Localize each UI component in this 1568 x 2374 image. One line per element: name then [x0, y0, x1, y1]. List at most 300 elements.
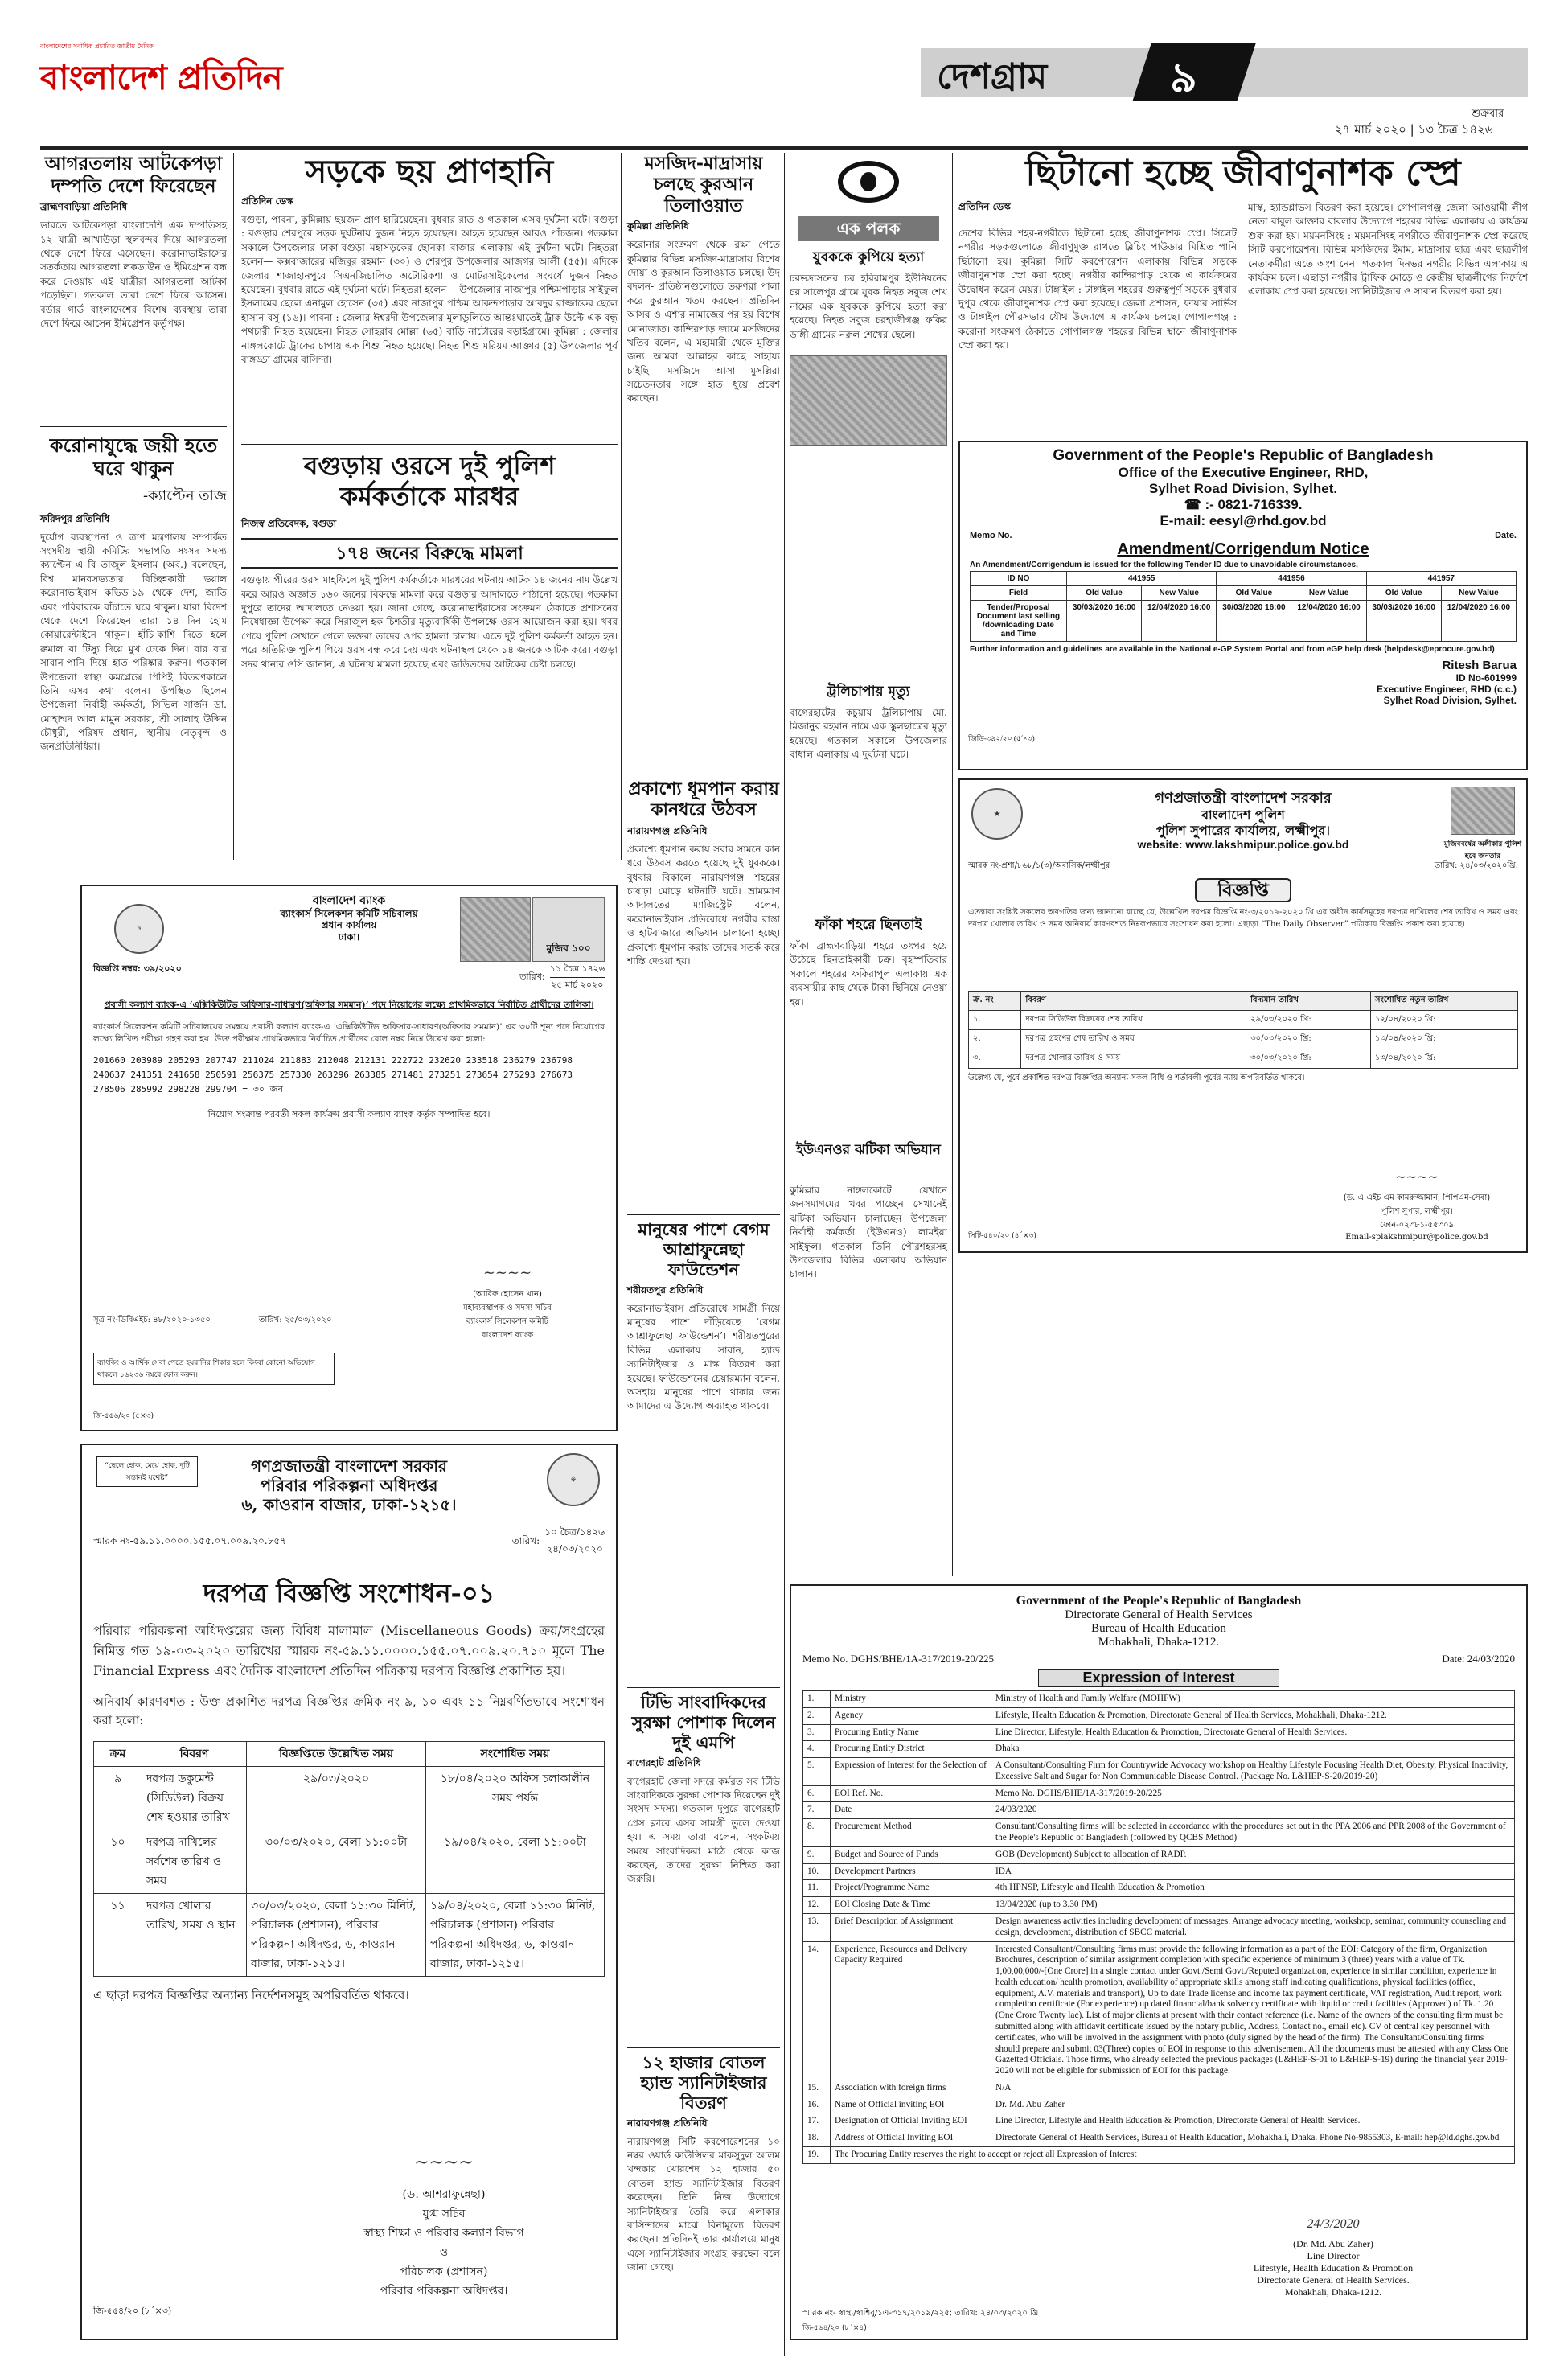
bank-line2: ব্যাংকার্স সিলেকশন কমিটি সচিবালয় [280, 907, 418, 919]
mujib-portrait [460, 897, 531, 962]
row-value: Dhaka [991, 1741, 1515, 1758]
col3-smoking-story [627, 778, 780, 1213]
row-number: 14. [803, 1941, 831, 2080]
table-row [803, 1802, 1515, 1819]
col5-spray-story [958, 153, 1528, 434]
body-text: বাগেরহাট জেলা সদরে কর্মরত সব টিভি সাংবাদিককে সুরক্ষা পোশাক দিয়েছেন দুই সংসদ সদস্য। গতকাল দুপুরে বাগেরহাট প্রেস ক্লাবে এসব সামগ্রী তুলে দেওয়া হয়। এ সময় তারা বলেন, সংকটময় সময়ে সাংবাদিকরা মাঠে থেকে কাজ করছেন, তাদের সুরক্ষা নিশ্চিত করা জরুরি। [627, 1775, 780, 1885]
police-note: উল্লেখ্য যে, পূর্বে প্রকাশিত দরপত্র বিজ্ঞপ্তির অন্যান্য সকল বিধি ও শর্তাবলী পূর্বের ন্যায় অপরিবর্তিত থাকবে। [968, 1074, 1305, 1083]
sig-title: পুলিশ সুপার, লক্ষ্মীপুর। [1381, 1207, 1453, 1216]
cell: ১২/০৪/২০২০ খ্রি: [1370, 1011, 1517, 1030]
cell: দরপত্র ডকুমেন্ট (সিডিউল) বিক্রয় শেষ হওয়ার তারিখ [142, 1767, 247, 1830]
police-table [968, 991, 1518, 1069]
rhd-line3: Sylhet Road Division, Sylhet. [1148, 481, 1338, 496]
ad-code: জি-৫৫৬/২০ (৫×৩) [93, 1412, 154, 1420]
row-value: Line Director, Lifestyle and Health Education & Promotion, Directorate General of Health Services. [991, 2113, 1515, 2130]
table-row [803, 1785, 1515, 1802]
row-label: Date [831, 1802, 991, 1819]
item4-headline: ইউএনওর ঝটিকা অভিযান [796, 1142, 941, 1158]
body-text: প্রকাশ্যে ধূমপান করায় সবার সামনে কান ধরে উঠবস করতে হয়েছে দুই যুবককে। বুধবার বিকালে নারায়ণগঞ্জ শহরের চাষাঢ়া মোড়ে ঘটনাটি ঘটে। ভ্রাম্যমাণ আদালতের ম্যাজিস্ট্রেট বলেন, করোনাভাইরাস প্রতিরোধে নগরীর রাস্তা ও হাটবাজারে অভিযান চালানো হচ্ছে। প্রকাশ্যে ধূমপান করায় তাদের সতর্ক করে শাস্তি দেওয়া হয়। [627, 843, 780, 967]
bank-warning: ব্যাংকিং ও আর্থিক সেবা পেতে হয়রানির শিকার হলে কিংবা কোনো অভিযোগ থাকলে ১৬২৩৬ নম্বরে ফোন করুন। [93, 1353, 335, 1385]
police-line3: পুলিশ সুপারের কার্যালয়, লক্ষ্মীপুর। [1155, 822, 1331, 838]
item3-headline: ফাঁকা শহরে ছিনতাই [815, 917, 922, 933]
col1-captain-taj-story [40, 434, 227, 860]
family-body2: অনিবার্য কারণবশত : উক্ত প্রকাশিত দরপত্র বিজ্ঞপ্তির ক্রমিক নং ৯, ১০ এবং ১১ নিম্নবর্ণিতভাবে সংশোধন করা হলো: [93, 1694, 605, 1728]
row-number: 17. [803, 2113, 831, 2130]
sig-name: (Dr. Md. Abu Zaher) [1293, 2238, 1373, 2249]
id-label: ID NO [971, 572, 1067, 586]
row-number: 3. [803, 1724, 831, 1741]
cell: দরপত্র খোলার তারিখ ও সময় [1021, 1049, 1246, 1069]
col-divider [784, 153, 785, 2356]
item1-body: চরভদ্রাসনের চর হরিরামপুর ইউনিয়নের চর সালেপুর গ্রামে যুবক নিহত সবুজ শেখ নামের এক যুবককে কুপিয়ে হত্যা করা হয়েছে। নিহত সবুজ চরহাজীগঞ্জ ফকির ডাঙ্গী গ্রামের নরুল শেখের ছেলে। [790, 273, 947, 340]
th: বিবরণ [142, 1742, 247, 1767]
id-2: 441956 [1217, 572, 1366, 586]
sig-phone: ফোন-০২৩৮১-৫৫৩০৯ [1380, 1221, 1454, 1230]
table-row [94, 1830, 605, 1894]
headline: বগুড়ায় ওরসে দুই পুলিশ কর্মকর্তাকে মারধর [303, 450, 556, 512]
police-body: এতদ্বারা সংশ্লিষ্ট সকলের অবগতির জন্য জানানো যাচ্ছে যে, উল্লেখিত দরপত্র বিজ্ঞপ্তি নং-৩/২০১৯-২০২০ খ্রি এর অধীন কার্যসমূহের দরপত্র দাখিলের শেষ তারিখ ও সময় এবং দরপত্র খোলার তারিখ ও সময় অনিবার্য কারণবশত নিম্নরূপভাবে সংশোধন করা হলো। এছাড়া “The Daily Observer” পত্রিকায় বিজ্ঞপ্তি প্রকাশ করা হয়েছে। [968, 908, 1518, 929]
date-bangla: ১১ চৈত্র ১৪২৬ [550, 962, 605, 978]
item2-body: বাগেরহাটের কচুয়ায় ট্রলিচাপায় মো. মিজানুর রহমান নামে এক স্কুলছাত্রের মৃত্যু হয়েছে। গতকাল সকালে উপজেলার বাধাল এলাকায় এ দুর্ঘটনা ঘটে। [790, 707, 947, 761]
th: বিদ্যমান তারিখ [1246, 992, 1371, 1011]
id-1: 441955 [1067, 572, 1217, 586]
table-row [969, 1030, 1518, 1049]
item2-headline: ট্রলিচাপায় মৃত্যু [827, 684, 910, 700]
id-3: 441957 [1366, 572, 1516, 586]
rhd-footer: Further information and guidelines are available in the National e-GP System Portal and from eGP help desk (helpdesk@eprocure.gov.bd) [970, 645, 1495, 654]
byline: শরীয়তপুর প্রতিনিধি [627, 1284, 704, 1296]
row-value: IDA [991, 1863, 1515, 1880]
police-title: বিজ্ঞপ্তি [1195, 878, 1291, 902]
row-label: Project/Programme Name [831, 1880, 991, 1897]
cell: ৩. [969, 1049, 1021, 1069]
sig-title2: স্বাস্থ্য শিক্ষা ও পরিবার কল্যাণ বিভাগ [363, 2227, 524, 2240]
row-label: Name of Official inviting EOI [831, 2097, 991, 2113]
table-row [803, 1846, 1515, 1863]
row-value: A Consultant/Consulting Firm for Countrywide Advocacy workshop on Healthy Lifestyle Focusing Health Diet, Obesity, Physical Inactivity, Excessive Salt and Sugar for Non Communicable Disease Control. (Package No. L&HEP-S-20/2019-20) [991, 1758, 1515, 1786]
cell: ১৮/০৪/২০২০ অফিস চলাকালীন সময় পর্যন্ত [426, 1767, 605, 1830]
bank-line1: বাংলাদেশ ব্যাংক [312, 894, 386, 907]
row-label: Designation of Official Inviting EOI [831, 2113, 991, 2130]
th: ক্র. নং [969, 992, 1021, 1011]
th: সংশোধিত নতুন তারিখ [1370, 992, 1517, 1011]
table-row [803, 1880, 1515, 1897]
col2-road-accident-story [241, 153, 618, 442]
col3-tv-journalist-story [627, 1692, 780, 2046]
table-row [969, 1011, 1518, 1030]
masthead-day: শুক্রবার [1472, 108, 1504, 120]
ad-family-planning [80, 1444, 618, 2340]
row-number: 9. [803, 1846, 831, 1863]
th: ক্রম [94, 1742, 142, 1767]
headline: মসজিদ-মাদ্রাসায় চলছে কুরআন তিলাওয়াত [644, 153, 763, 216]
bank-body: ব্যাংকার্স সিলেকশন কমিটি সচিবালয়ের সমন্বয়ে প্রবাসী কল্যাণ ব্যাংক-এ ‘এক্সিকিউটিভ অফিসার-সাধারণ(অফিসার সমমান)’ এর ৩০টি শূন্য পদে নিয়োগের লক্ষ্যে লিখিত পরীক্ষা গ্রহণ করা হয়। উক্ত পরীক্ষায় প্রাথমিকভাবে নির্বাচিত প্রার্থীদের রোল নম্বর নিম্নে উল্লেখ করা হলো: [93, 1021, 605, 1045]
byline: নারায়ণগঞ্জ প্রতিনিধি [627, 2117, 708, 2129]
th: সংশোধিত সময় [426, 1742, 605, 1767]
row-label: Procuring Entity Name [831, 1724, 991, 1741]
police-date: তারিখ: ২৪/০৩/২০২০খ্রি: [1434, 860, 1518, 870]
body-text-2: মাস্ক, হ্যান্ডগ্লাভস বিতরণ করা হয়েছে। গোপালগঞ্জ জেলা আওয়ামী লীগ নেতা বাবুল আক্তার বাবলার উদ্যোগে শহরের বিভিন্ন এলাকায় এ কার্যক্রম শুরু করা হয়। ময়মনসিংহ : ময়মনসিংহ নগরীতে জীবাণুনাশক স্প্রে করেছে সিটি করপোরেশন। বিভিন্ন মসজিদের ইমাম, মাদ্রাসার ছাত্র এবং ছাত্রলীগ নেতাকর্মীরা এতে অংশ নেন। গতকাল দিনভর নগরীর বিভিন্ন এলাকায় এ কার্যক্রম চলে। এছাড়া নগরীর ট্রাফিক মোড়ে ও কেন্দ্রীয় ছাত্রলীগের নির্দেশে এলাকায় স্প্রে করা হয়েছে। স্যানিটাইজার ও সাবান বিতরণ করা হয়। [1248, 202, 1528, 298]
ad-police-notice [958, 778, 1528, 1253]
rhd-line1: Government of the People's Republic of Bangladesh [1053, 447, 1434, 464]
table-cell: 12/04/2020 16:00 [1441, 601, 1516, 642]
sig-name: (ড. এ এইচ এম কামরুজ্জামান, পিপিএম-সেবা) [1343, 1193, 1491, 1202]
family-line1: গণপ্রজাতন্ত্রী বাংলাদেশ সরকার [251, 1456, 447, 1476]
table-cell: 12/04/2020 16:00 [1142, 601, 1217, 642]
table-cell: 30/03/2020 16:00 [1366, 601, 1441, 642]
table-row [94, 1767, 605, 1830]
ad-code: জি-৫৫৪/২০ (৮´×৩) [93, 2306, 172, 2316]
sig-title2: ব্যাংকার্স সিলেকশন কমিটি [466, 1317, 549, 1326]
row-number: 5. [803, 1758, 831, 1786]
signature-image: 24/3/2020 [1307, 2217, 1360, 2231]
mujib-100-text: মুজিব ১০০ [546, 943, 591, 954]
sig-title4: Mohakhali, Dhaka-1212. [1284, 2286, 1382, 2298]
eoi-line1: Government of the People's Republic of Bangladesh [1016, 1594, 1302, 1608]
notice-no: বিজ্ঞপ্তি নম্বর: ৩৯/২০২০ [93, 963, 182, 974]
police-line1: গণপ্রজাতন্ত্রী বাংলাদেশ সরকার [1155, 790, 1332, 807]
field-label: Field [971, 586, 1067, 601]
sig-title1: মহাব্যবস্থাপক ও সদস্য সচিব [463, 1304, 552, 1312]
row-value: 13/04/2020 (up to 3.30 PM) [991, 1897, 1515, 1914]
cell: ৩০/০৩/২০২০, বেলা ১১:০০টা [247, 1830, 426, 1894]
table-row [803, 1707, 1515, 1724]
col-divider [233, 153, 234, 860]
sig-title: Executive Engineer, RHD (c.c.) [1376, 684, 1517, 695]
eoi-line2: Directorate General of Health Services [1065, 1608, 1253, 1621]
col3-sanitizer-story [627, 2052, 780, 2358]
memo: সূত্র নং-ডিবিএইচ: ৪৮/২০২০-১৩৫০ [93, 1316, 211, 1325]
row-value: Consultant/Consulting firms will be selected in accordance with the procedures set out in the PPA 2006 and PPR 2008 of the Government of the People's Republic of Bangladesh (followed by QCBS Method) [991, 1819, 1515, 1847]
cell: ১৩/০৪/২০২০ খ্রি: [1370, 1049, 1517, 1069]
table-cell: 30/03/2020 16:00 [1217, 601, 1291, 642]
row-number: 12. [803, 1897, 831, 1914]
row-number: 8. [803, 1819, 831, 1847]
memo-date: তারিখ: ২৫/০৩/২০২০ [258, 1316, 332, 1325]
mujib-portrait [1451, 787, 1515, 835]
sig-office: Sylhet Road Division, Sylhet. [1383, 695, 1517, 706]
bank-emblem: ৳ [114, 904, 164, 954]
old-value-head: Old Value [1067, 586, 1142, 601]
headline: টিভি সাংবাদিকদের সুরক্ষা পোশাক দিলেন দুই এমপি [631, 1692, 776, 1753]
cell: ৩০/০৩/২০২০ খ্রি: [1246, 1049, 1371, 1069]
row-number: 15. [803, 2080, 831, 2097]
cell: ১. [969, 1011, 1021, 1030]
bd-police-emblem: ★ [971, 788, 1023, 840]
headline: মানুষের পাশে বেগম আশ্রাফুন্নেছা ফাউন্ডেশন [638, 1219, 770, 1280]
bank-line3: প্রধান কার্যালয় [321, 919, 377, 931]
row-label: EOI Ref. No. [831, 1785, 991, 1802]
family-line2: পরিবার পরিকল্পনা অধিদপ্তর [260, 1476, 438, 1495]
subhead: -ক্যাপ্টেন তাজ [142, 487, 227, 504]
row-label: Ministry [831, 1691, 991, 1708]
row-label: Budget and Source of Funds [831, 1846, 991, 1863]
cell: ১৯/০৪/২০২০, বেলা ১১:৩০ মিনিট, পরিচালক (প্রশাসন) পরিবার পরিকল্পনা অধিদপ্তর, ৬, কাওরান বাজার, ঢাকা-১২১৫। [426, 1894, 605, 1977]
ad-rhd-corrigendum [958, 441, 1528, 770]
ad-code: জি-৫৬৪/২০ (৮´×৪) [802, 2324, 867, 2332]
row-number: 16. [803, 2097, 831, 2113]
eoi-table [802, 1690, 1515, 2164]
cell: ৯ [94, 1767, 142, 1830]
body-text: দেশের বিভিন্ন শহর-নগরীতে ছিটানো হচ্ছে জীবাণুনাশক স্প্রে। সিলেট নগরীর সড়কগুলোতে জীবাণুমুক্ত রাখতে ব্লিচিং পাউডার মিশ্রিত পানি ছিটানো হয়। কুমিল্লা সিটি করপোরেশন এলাকায় বিভিন্ন সড়কে জীবাণুনাশক স্প্রে করা হচ্ছে। নগরীর কান্দিরপাড় থেকে এ কার্যক্রমের উদ্বোধন করেন মেয়র। টাঙ্গাইল : টাঙ্গাইল শহরের গুরুত্বপূর্ণ সড়কে বুধবার দুপুর থেকে জীবাণুনাশক স্প্রে করা হয়েছে। জেলা প্রশাসন, ফায়ার সার্ভিস ও টাঙ্গাইল পৌরসভার যৌথ উদ্যোগে এ কার্যক্রম চলছে। গোপালগঞ্জ : করোনা সংক্রমণ ঠেকাতে গোপালগঞ্জ শহরের বিভিন্ন স্থানে জীবাণুনাশক স্প্রে করা হয়। [958, 228, 1237, 351]
item1-headline: যুবককে কুপিয়ে হত্যা [812, 249, 925, 265]
row-number: 11. [803, 1880, 831, 1897]
table-row [803, 2080, 1515, 2097]
cell: ২৯/০৩/২০২০ [247, 1767, 426, 1830]
table-row [969, 1049, 1518, 1069]
table-row [803, 1691, 1515, 1708]
section-title: দেশগ্রাম [937, 56, 1048, 97]
sig-title3: বাংলাদেশ ব্যাংক [481, 1331, 534, 1340]
family-title: দরপত্র বিজ্ঞপ্তি সংশোধন-০১ [203, 1578, 495, 1608]
table-row [803, 1897, 1515, 1914]
police-memo: স্মারক নং-প্রশা/৮৬৮/১(৩)/অবাসিক/লক্ষ্মীপুর [968, 860, 1110, 870]
row-label: Expression of Interest for the Selection of [831, 1758, 991, 1786]
table-row [803, 1941, 1515, 2080]
sig-title4: পরিচালক (প্রশাসন) [400, 2265, 488, 2278]
sig-title2: Lifestyle, Health Education & Promotion [1253, 2262, 1414, 2273]
table-row: 19. The Procuring Entity reserves the right to accept or reject all Expression of Interest [803, 2147, 1515, 2164]
ad-code: সিটি-৫৪০/২০ (৪´×৩) [968, 1232, 1036, 1240]
family-emblem: ⚘ [547, 1453, 600, 1506]
sig-title3: ও [439, 2246, 449, 2259]
row-label: Tender/Proposal Document last selling /downloading Date and Time [971, 601, 1067, 642]
eoi-memo: Memo No. DGHS/BHE/1A-317/2019-20/225 [802, 1653, 994, 1665]
old-value-head: Old Value [1366, 586, 1441, 601]
table-row [803, 1724, 1515, 1741]
row-value: Design awareness activities including development of messages. Arrange advocacy meeting, workshop, seminar, community counseling and design, development, distribution of SBCC material. [991, 1913, 1515, 1941]
side-slogan: মুজিববর্ষের অঙ্গীকার পুলিশ হবে জনতার [1443, 840, 1522, 860]
sig-email[interactable]: Email-splakshmipur@police.gov.bd [1345, 1233, 1488, 1242]
signature-image: ~~~~ [1395, 1169, 1439, 1185]
row-value: Memo No. DGHS/BHE/1A-317/2019-20/225 [991, 1785, 1515, 1802]
row-value: Lifestyle, Health Education & Promotion, Directorate General of Health Services, Mohakhali, Dhaka-1212. [991, 1707, 1515, 1724]
byline: নিজস্ব প্রতিবেদক, বগুড়া [241, 517, 337, 529]
body-text: ভারতে আটকেপড়া বাংলাদেশি এক দম্পতিসহ ১২ যাত্রী আখাউড়া স্থলবন্দর দিয়ে আগরতলা থেকে দেশে ফিরে এসেছেন। করোনাভাইরাসের সতর্কতায় আগরতলা লকডাউন ও ইমিগ্রেশন বন্ধ করে দেওয়ায় এই যাত্রীরা আগরতলা আটকা পড়েছিল। গতকাল তারা দেশে ফিরে আসেন। বর্ডার গার্ড বাংলাদেশের বিশেষ ব্যবস্থায় তারা দেশে ফিরে আসেন ইমিগ্রেশন কর্তৃপক্ষ। [40, 220, 227, 329]
signature-image: ~~~~ [482, 1264, 532, 1281]
ad-bangladesh-bank [80, 885, 618, 1431]
row-label: Brief Description of Assignment [831, 1913, 991, 1941]
eoi-title: Expression of Interest [1038, 1669, 1279, 1687]
row-label: Procuring Entity District [831, 1741, 991, 1758]
body-text: নারায়ণগঞ্জ সিটি করপোরেশনের ১০ নম্বর ওয়ার্ড কাউন্সিলর মাকসুদুল আলম খন্দকার খোরশেদ ১২ হাজার ৫০ বোতল হ্যান্ড স্যানিটাইজার বিতরণ করেছেন। তিনি নিজ উদ্যোগে স্যানিটাইজার তৈরি করে এলাকার বাসিন্দাদের মাঝে বিনামূল্যে বিতরণ করছেন। প্রতিদিনই তার কার্যালয়ে মানুষ এসে স্যানিটাইজার সংগ্রহ করছেন বলে জানা গেছে। [627, 2135, 780, 2273]
row-number: 2. [803, 1707, 831, 1724]
date-bangla: ১০ চৈত্র/১৪২৬ [544, 1526, 605, 1542]
item1-body-cont [790, 449, 947, 666]
sig-id: ID No-601999 [1455, 672, 1517, 684]
row-value: Line Director, Lifestyle, Health Education & Promotion, Directorate General of Health Services. [991, 1724, 1515, 1741]
police-website[interactable]: website: www.lakshmipur.police.gov.bd [1137, 837, 1349, 851]
eoi-date: Date: 24/03/2020 [1442, 1653, 1515, 1665]
ad-code: জিডি-৩৯২/২০ (৫´×৩) [968, 734, 1035, 742]
headline: ১২ হাজার বোতল হ্যান্ড স্যানিটাইজার বিতরণ [640, 2052, 767, 2113]
row-value: 4th HPNSP, Lifestyle and Health Education & Promotion [991, 1880, 1515, 1897]
row-number: 7. [803, 1802, 831, 1819]
table-row [94, 1894, 605, 1977]
rhd-email[interactable]: E-mail: eesyl@rhd.gov.bd [1160, 513, 1327, 528]
police-line2: বাংলাদেশ পুলিশ [1201, 807, 1285, 823]
cell: ১১ [94, 1894, 142, 1977]
row-value: Ministry of Health and Family Welfare (MOHFW) [991, 1691, 1515, 1708]
cell: ২৯/০৩/২০২০ খ্রি: [1246, 1011, 1371, 1030]
byline: বাগেরহাট প্রতিনিধি [627, 1756, 702, 1768]
row-number: 10. [803, 1863, 831, 1880]
th: বিবরণ [1021, 992, 1246, 1011]
pullquote: ১৭৪ জনের বিরুদ্ধে মামলা [241, 538, 618, 569]
row19: The Procuring Entity reserves the right to accept or reject all Expression of Interest [831, 2147, 1515, 2164]
family-note: এ ছাড়া দরপত্র বিজ্ঞপ্তির অন্যান্য নির্দেশনসমূহ অপরিবর্তিত থাকবে। [93, 1988, 409, 2003]
item1-photo [790, 355, 947, 446]
bank-line4: ঢাকা। [338, 930, 360, 943]
newspaper-logo[interactable]: বাংলাদেশ প্রতিদিন [40, 58, 282, 97]
masthead-rule [40, 146, 1528, 150]
new-value-head: New Value [1441, 586, 1516, 601]
byline: ব্রাহ্মণবাড়িয়া প্রতিনিধি [40, 201, 128, 213]
table-row [803, 2113, 1515, 2130]
row-label: Address of Official Inviting EOI [831, 2130, 991, 2147]
table-row [803, 2097, 1515, 2113]
row-number: 18. [803, 2130, 831, 2147]
cell: দরপত্র সিডিউল বিক্রয়ের শেষ তারিখ [1021, 1011, 1246, 1030]
family-body: পরিবার পরিকল্পনা অধিদপ্তরের জন্য বিবিধ মালামাল (Miscellaneous Goods) ক্রয়/সংগ্রহের নিমিত্ত গত ১৯-০৩-২০২০ তারিখের স্মারক নং-৫৯.১১.০০০০.১৫৫.০৭.০০৯.২০.৭১০ মূলে The Financial Express এবং দৈনিক বাংলাদেশ প্রতিদিন পত্রিকায় দরপত্র বিজ্ঞপ্তি প্রকাশিত হয়। [93, 1623, 605, 1678]
bank-note: নিয়োগ সংক্রান্ত পরবর্তী সকল কার্যক্রম প্রবাসী কল্যাণ ব্যাংক কর্তৃক সম্পাদিত হবে। [207, 1109, 491, 1120]
divider [241, 444, 618, 445]
new-value-head: New Value [1142, 586, 1217, 601]
sig-name: (আরিফ হোসেন খান) [473, 1290, 542, 1299]
row-value: Dr. Md. Abu Zaher [991, 2097, 1515, 2113]
divider [627, 1687, 780, 1688]
family-table [93, 1741, 605, 1977]
row-label: EOI Closing Date & Time [831, 1897, 991, 1914]
cell: ১৯/০৪/২০২০, বেলা ১১:০০টা [426, 1830, 605, 1894]
item4-body: কুমিল্লার নাঙ্গলকোটে যেখানে জনসমাগমের খবর পাচ্ছেন সেখানেই ঝটিকা অভিযান চালাচ্ছেন উপজেলা নির্বাহী কর্মকর্তা (ইউএনও) লামইয়া সাইফুল। গতকাল তিনি পৌরশহরসহ উপজেলার বিভিন্ন এলাকায় অভিযান চালান। [790, 1185, 947, 1280]
sig-name: (ড. আশরাফুন্নেছা) [402, 2188, 486, 2201]
divider [627, 1214, 780, 1215]
page-number: ৯ [1170, 54, 1197, 102]
col3-foundation-story [627, 1219, 780, 1686]
row-value: Directorate General of Health Services, Bureau of Health Education, Mohakhali, Dhaka. Phone No-9855303, E-mail: hep@ld.dghs.gov.bd [991, 2130, 1515, 2147]
date-english: ২৫ মার্চ ২০২০ [551, 979, 604, 990]
masthead-tagline: বাংলাদেশের সর্বাধিক প্রচারিত জাতীয় দৈনিক [40, 43, 154, 50]
rhd-intro: An Amendment/Corrigendum is issued for the following Tender ID due to unavoidable circumstances, [970, 561, 1358, 569]
divider [40, 426, 227, 427]
mujib-100-logo [532, 897, 605, 962]
table-row [803, 2130, 1515, 2147]
eoi-line4: Mohakhali, Dhaka-1212. [1098, 1636, 1220, 1649]
col-divider [621, 153, 622, 860]
sig-title1: Line Director [1307, 2250, 1360, 2261]
cell: ৩০/০৩/২০২০ খ্রি: [1246, 1030, 1371, 1049]
family-memo: স্মারক নং-৫৯.১১.০০০০.১৫৫.০৭.০০৯.২০.৮৫৭ [93, 1534, 286, 1546]
col-divider [952, 153, 953, 1576]
table-cell: 30/03/2020 16:00 [1067, 601, 1142, 642]
th: বিজ্ঞপ্তিতে উল্লেখিত সময় [247, 1742, 426, 1767]
sig-name: Ritesh Barua [1442, 659, 1517, 672]
cell: ৩০/০৩/২০২০, বেলা ১১:৩০ মিনিট, পরিচালক (প্রশাসন), পরিবার পরিকল্পনা অধিদপ্তর, ৬, কাওরান বাজার, ঢাকা-১২১৫। [247, 1894, 426, 1977]
table-row [803, 1758, 1515, 1786]
sig-title1: যুগ্ম সচিব [422, 2208, 466, 2220]
date-label: তারিখ: [519, 971, 545, 982]
row-number: 1. [803, 1691, 831, 1708]
byline: ফরিদপুর প্রতিনিধি [40, 512, 110, 524]
body-text: করোনার সংক্রমণ থেকে রক্ষা পেতে কুমিল্লার বিভিন্ন মসজিদ-মাদ্রাসায় বিশেষ দোয়া ও কুরআন তিলাওয়াত চলছে। উদ্‌ বদলন- প্রতিষ্ঠানগুলোতে তরুণরা পালা করে কুরআন খতম করছেন। প্রতিদিন আসর ও এশার নামাজের পর হয় বিশেষ মোনাজাত। কান্দিরপাড় জামে মসজিদের খতিব বলেন, এ মহামারী থেকে মুক্তির জন্য আমরা আল্লাহর কাছে সাহায্য চাইছি। মসজিদে আসা মুসল্লিরা সচেতনতার সঙ্গে হাত ধুয়ে প্রবেশ করছেন। [627, 239, 780, 405]
col3-mosque-story [627, 153, 780, 772]
cell: ১০ [94, 1830, 142, 1894]
roll-numbers: 201660 203989 205293 207747 211024 211883 212048 212131 222722 232620 233518 236279 236798 240637 241351 241658 250591 256375 257330 263296 263385 271481 273251 273654 275293 276673 278506 285992 298228 299704 = ৩০ জন [93, 1055, 573, 1095]
masthead-date: ২৭ মার্চ ২০২০ | ১৩ চৈত্র ১৪২৬ [1335, 122, 1493, 137]
item3-body: ফাঁকা ব্রাহ্মণবাড়িয়া শহরে তৎপর হয়ে উঠেছে ছিনতাইকারী চক্র। বৃহস্পতিবার সকালে শহরের ফকিরাপুল এলাকায় এক ব্যবসায়ীর কাছ থেকে টাকা ছিনিয়ে নেওয়া হয়। [790, 940, 947, 1008]
rhd-phone: ☎ :- 0821-716339. [1184, 497, 1303, 512]
row-value: Interested Consultant/Consulting firms must provide the following information as a part of the EOI: Category of the firm, Organization Brochures, description of similar assignment completion with specific experience of minimum 3 (three) years with a value of Tk. 1,00,00,000/-[One Crore] in a single contact under Govt./Semi Govt./Reputed organization, experience in similar condition, experience in health education/ health promotion, availability of appropriate skills among staff indicating qualifications, physical facilities (office, equipment, A.V. materials and transport), Up to date Trade license and income tax payment certificate, VAT registration, Audit report, work completion certificate (For experience) up dated financial/bank solvency certificate with liquid or credit facilities (Approved) of Tk. 1.20 (One Crore Twenty lac). List of major clients at present with their contact reference (i.e. Name of the owners of the consulting firm must be submitted along with affidavit certificate issued by the notary public, Address, Contact no., email etc). CV of central key personnel with certificates, who will be involved in the assignment with photo (duly signed by the head of the firm). The Consultant/Consulting firms should prepare and submit 03(Three) copies of EOI in response to this advertisement. All the documents must be attested with any Class One Gazetted Officials. Those firms, who already selected the previous packages (L&HEP-S-01 to L&HEP-S-19) during the financial year 2019-2020 will not be eligible for submission of EOI for this package. [991, 1941, 1515, 2080]
cell: ১৩/০৪/২০২০ খ্রি: [1370, 1030, 1517, 1049]
cell: দরপত্র খোলার তারিখ, সময় ও স্থান [142, 1894, 247, 1977]
row-number: 6. [803, 1785, 831, 1802]
cell: দরপত্র দাখিলের সর্বশেষ তারিখ ও সময় [142, 1830, 247, 1894]
headline: আগরতলায় আটকেপড়া দম্পতি দেশে ফিরেছেন [44, 153, 223, 197]
new-value-head: New Value [1291, 586, 1366, 601]
cell: ২. [969, 1030, 1021, 1049]
table-row [803, 1819, 1515, 1847]
row-value: GOB (Development) Subject to allocation of RADP. [991, 1846, 1515, 1863]
masthead [40, 40, 1528, 161]
row-label: Experience, Resources and Delivery Capacity Required [831, 1941, 991, 2080]
headline: সড়কে ছয় প্রাণহানি [305, 153, 554, 191]
sig-title3: Directorate General of Health Services. [1257, 2274, 1410, 2286]
row-label: Association with foreign firms [831, 2080, 991, 2097]
col4-ek-palok [790, 153, 947, 1576]
byline: নারায়ণগঞ্জ প্রতিনিধি [627, 824, 708, 836]
row-label: Agency [831, 1707, 991, 1724]
table-row [803, 1741, 1515, 1758]
table-cell: 12/04/2020 16:00 [1291, 601, 1366, 642]
col1-agartala-story [40, 153, 227, 425]
body-text: বগুড়া, পাবনা, কুমিল্লায় ছয়জন প্রাণ হারিয়েছেন। বুধবার রাত ও গতকাল এসব দুর্ঘটনা ঘটে। বগুড়া : বগুড়ার শেরপুরে সড়ক দুর্ঘটনায় দুজন নিহত হয়েছেন। আহত হয়েছেন আরও পাঁচজন। গতকাল সকালে উপজেলার ঢাকা-বগুড়া মহাসড়কের ছোনকা বাজার এলাকায় এই দুর্ঘটনা ঘটে। নিহতরা হলেন— কক্সবাজারের মজিবুর রহমান (৩০) ও শেরপুর উপজেলার আজগর আলী (৫৫)। এদিকে জেলার শাজাহানপুরে সিএনজিচালিত অটোরিকশা ও মোটরসাইকেলের সংঘর্ষে দুজন নিহত হয়েছেন। বুধবার রাতে এই দুর্ঘটনা ঘটে। নিহতরা হলেন— উপজেলার নাজাপুর পশ্চিমপাড়ার সাইফুল ইসলামের ছেলে এনামুল হোসেন (৩৫) এবং নাজাপুর পশ্চিম আকন্দপাড়ার আবদুর রাজ্জাকের ছেলে হাসান বসু (১৬)। পাবনা : জেলার ঈশ্বরদী উপজেলার মুলাডুলিতে আন্তঃঘাতেই ট্রাক উল্টে এক বন্ধু পথচারী নিহত হয়েছেন। নিহত সোহরাব মোল্লা (৬৫) বাড়ি নাটোরের বড়াইগ্রামে। কুমিল্লা : জেলার নাঙ্গলকোটে ট্রাকের চাপায় এক শিশু নিহত হয়েছে। নিহত শিশু মরিয়ম আক্তার (৫) উপজেলার পূর্ব বাঙ্গড্ডা গ্রামের বাসিন্দা। [241, 214, 618, 365]
family-line3: ৬, কাওরান বাজার, ঢাকা-১২১৫। [241, 1495, 457, 1514]
byline: প্রতিদিন ডেস্ক [958, 200, 1011, 212]
ad-expression-of-interest [790, 1584, 1528, 2340]
col2-police-story [241, 450, 618, 852]
row-value: 24/03/2020 [991, 1802, 1515, 1819]
ek-palok-label: এক পলক [798, 216, 939, 241]
headline: ছিটানো হচ্ছে জীবাণুনাশক স্প্রে [1025, 153, 1461, 194]
rhd-title: Amendment/Corrigendum Notice [1117, 540, 1369, 558]
headline: করোনাযুদ্ধে জয়ী হতে ঘরে থাকুন [49, 433, 218, 480]
byline: প্রতিদিন ডেস্ক [241, 195, 293, 207]
body-text: দুর্যোগ ব্যবস্থাপনা ও ত্রাণ মন্ত্রণালয় সম্পর্কিত সংসদীয় স্থায়ী কমিটির সভাপতি সংসদ সদস্য ক্যাপ্টেন এ বি তাজুল ইসলাম (অব.) বলেছেন, বিশ্ব মানবসভ্যতার বিচ্ছিন্নকারী ভয়াল করোনাভাইরাস কভিড-১৯ থেকে দেশ, জাতি এবং পরিবারকে বাঁচাতে ঘরে থাকুন। যারা বিদেশ থেকে দেশে ফিরেছেন তারা ১৪ দিন হোম কোয়ারেন্টাইনে থাকুন। হাঁচি-কাশি দিতে হলে রুমাল বা টিস্যু দিয়ে মুখ ঢেকে দিন। বার বার সাবান-পানি দিয়ে হাত পরিষ্কার করুন। গতকাল উপজেলা স্বাস্থ্য কমপ্লেক্সে পিপিই বিতরণকালে তিনি এসব কথা বলেন। উপস্থিত ছিলেন উপজেলা নির্বাহী কর্মকর্তা, সিভিল সার্জন ডা. মোহাম্মদ আল মামুন সরকার, শ্রী সালাহ উদ্দিন চৌধুরী, পরিষদ প্রধান, স্থানীয় নেতৃবৃন্দ ও জনপ্রতিনিধিরা। [40, 531, 227, 753]
body-text: বগুড়ায় পীরের ওরস মাহফিলে দুই পুলিশ কর্মকর্তাকে মারধরের ঘটনায় আটক ১৪ জনের নাম উল্লেখ করে আরও অজ্ঞাত ১৬০ জনের বিরুদ্ধে মামলা করে বগুড়ার আদালতে পাঠানো হয়েছে। গতকাল দুপুরে তাদের আদালতে নেওয়া হয়। জানা গেছে, করোনাভাইরাসের সংক্রমণ ঠেকাতে প্রশাসনের নিষেধাজ্ঞা উপেক্ষা করে সিরাজুল হক চিশতীর মৃত্যুবার্ষিকী উপলক্ষে ওরস আয়োজন করা হয়। খবর পেয়ে পুলিশ সেখানে গেলে ভক্তরা তাদের ওপর হামলা চালায়। এতে দুই পুলিশ কর্মকর্তা আহত হন। পরে অতিরিক্ত পুলিশ গিয়ে ওরস বন্ধ করে দেয় এবং ঘটনাস্থল থেকে ১৪ জনকে আটক করে। বগুড়া সদর থানার ওসি জানান, এ ঘটনায় মামলা হয়েছে এবং জড়িতদের আটকের চেষ্টা চলছে। [241, 574, 618, 670]
body-text: করোনাভাইরাস প্রতিরোধে সামগ্রী নিয়ে মানুষের পাশে দাঁড়িয়েছে ‘বেগম আশ্রাফুন্নেছা ফাউন্ডেশন’। শরীয়তপুরের বিভিন্ন এলাকায় সাবান, হ্যান্ড স্যানিটাইজার ও মাস্ক বিতরণ করা হয়েছে। ফাউন্ডেশনের চেয়ারম্যান বলেন, অসহায় মানুষের পাশে থাকার জন্য আমাদের এ উদ্যোগ অব্যাহত থাকবে। [627, 1302, 780, 1412]
cell: দরপত্র গ্রহণের শেষ তারিখ ও সময় [1021, 1030, 1246, 1049]
sig-title5: পরিবার পরিকল্পনা অধিদপ্তর। [380, 2285, 508, 2298]
headline: প্রকাশ্যে ধূমপান করায় কানধরে উঠবস [628, 778, 779, 821]
rhd-date: Date. [1495, 531, 1517, 540]
rhd-table [970, 571, 1517, 642]
row-label: Development Partners [831, 1863, 991, 1880]
slogan-box: “ছেলে হোক, মেয়ে হোক, দুটি সন্তানই যথেষ্ট” [96, 1456, 198, 1487]
table-row [803, 1863, 1515, 1880]
eoi-line3: Bureau of Health Education [1091, 1622, 1226, 1635]
eye-icon [838, 161, 899, 203]
date-label: তারিখ: [511, 1534, 540, 1546]
old-value-head: Old Value [1217, 586, 1291, 601]
table-row [803, 1913, 1515, 1941]
rhd-memo: Memo No. [970, 531, 1012, 540]
eoi-bottom-memo: স্মারক নং- স্বাস্থ্য/স্বাশিবু/১এ-৩১৭/২০১৯/২২৫; তারিখ: ২৪/০৩/২০২০ খ্রি [802, 2309, 1039, 2318]
divider [627, 2047, 780, 2048]
date-english: ২৪/০৩/২০২০ [546, 1543, 603, 1555]
byline: কুমিল্লা প্রতিনিধি [627, 220, 689, 232]
row-value: N/A [991, 2080, 1515, 2097]
